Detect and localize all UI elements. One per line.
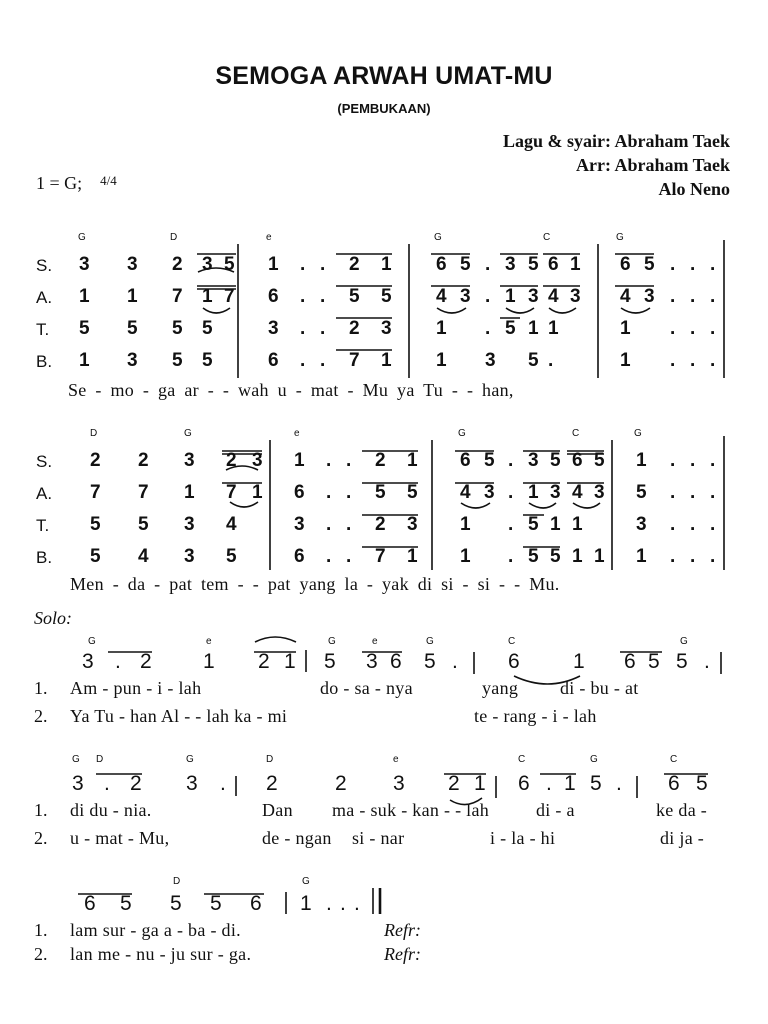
note: 6 bbox=[620, 254, 631, 275]
note: . bbox=[670, 318, 676, 339]
note: 5 bbox=[224, 254, 235, 275]
note: . bbox=[346, 546, 352, 567]
note: 2 bbox=[140, 650, 152, 673]
note: 3 bbox=[528, 450, 539, 471]
note: 1 bbox=[564, 772, 576, 795]
note: . bbox=[548, 350, 554, 371]
note: 4 bbox=[572, 482, 583, 503]
note: 1 bbox=[300, 892, 312, 915]
note: 5 bbox=[648, 650, 660, 673]
voice-label: B. bbox=[36, 548, 53, 567]
note: 3 bbox=[252, 450, 263, 471]
note: 5 bbox=[120, 892, 132, 915]
chord-symbol: G bbox=[590, 754, 598, 765]
note: 5 bbox=[696, 772, 708, 795]
voice-label: B. bbox=[36, 352, 53, 371]
chord-symbol: G bbox=[616, 232, 624, 243]
chord-symbol: G bbox=[680, 636, 688, 647]
solo-line1-marks bbox=[108, 637, 721, 684]
verse-number: 2. bbox=[34, 944, 48, 964]
note: 5 bbox=[590, 772, 602, 795]
note: 5 bbox=[202, 350, 213, 371]
note: 5 bbox=[528, 514, 539, 535]
refrain-marker: Refr: bbox=[384, 920, 421, 940]
note: . bbox=[670, 482, 676, 503]
note: 5 bbox=[172, 350, 183, 371]
beams-system2 bbox=[222, 451, 604, 547]
note: 6 bbox=[508, 650, 520, 673]
lyric-segment: di du - nia. bbox=[70, 800, 152, 820]
note: 1 bbox=[79, 350, 90, 371]
note: 3 bbox=[381, 318, 392, 339]
lyric-segment: ma - suk - kan - - lah bbox=[332, 800, 490, 820]
voice-label: S. bbox=[36, 256, 53, 275]
note: 3 bbox=[79, 254, 90, 275]
note: . bbox=[710, 450, 716, 471]
note: 7 bbox=[375, 546, 386, 567]
credit-arranger-2: Alo Neno bbox=[658, 179, 730, 199]
note: 4 bbox=[226, 514, 237, 535]
key-label: 1 = G; bbox=[36, 173, 83, 193]
note: 1 bbox=[636, 546, 647, 567]
note: 4 bbox=[138, 546, 149, 567]
note: 7 bbox=[138, 482, 149, 503]
chord-symbol: D bbox=[170, 232, 178, 243]
note: . bbox=[115, 650, 121, 673]
chord-symbol: G bbox=[328, 636, 336, 647]
note: . bbox=[340, 892, 346, 915]
note: 1 bbox=[252, 482, 263, 503]
note: . bbox=[300, 350, 306, 371]
note: 1 bbox=[381, 350, 392, 371]
note: . bbox=[704, 650, 710, 673]
note: 3 bbox=[186, 772, 198, 795]
note: . bbox=[670, 546, 676, 567]
note: . bbox=[220, 772, 226, 795]
note: . bbox=[690, 254, 696, 275]
note: 1 bbox=[381, 254, 392, 275]
slurs-system2 bbox=[226, 466, 600, 508]
note: . bbox=[300, 318, 306, 339]
note: . bbox=[710, 318, 716, 339]
note: 5 bbox=[484, 450, 495, 471]
note: 1 bbox=[460, 514, 471, 535]
note: 5 bbox=[550, 450, 561, 471]
note: 2 bbox=[258, 650, 270, 673]
note: 5 bbox=[407, 482, 418, 503]
note: . bbox=[690, 546, 696, 567]
refrain-marker: Refr: bbox=[384, 944, 421, 964]
note: 5 bbox=[210, 892, 222, 915]
lyric-segment: di ja - bbox=[660, 828, 705, 848]
note: 5 bbox=[460, 254, 471, 275]
note: 5 bbox=[138, 514, 149, 535]
note: 3 bbox=[72, 772, 84, 795]
lyric-segment: Am - pun - i - lah bbox=[70, 678, 202, 698]
note: 7 bbox=[226, 482, 237, 503]
verse-number: 1. bbox=[34, 800, 48, 820]
note: 6 bbox=[460, 450, 471, 471]
note: 1 bbox=[550, 514, 561, 535]
voice-label: T. bbox=[36, 320, 50, 339]
note: 6 bbox=[668, 772, 680, 795]
lyric-segment: do - sa - nya bbox=[320, 678, 413, 698]
note: 2 bbox=[349, 254, 360, 275]
note: 1 bbox=[528, 482, 539, 503]
note: . bbox=[508, 450, 514, 471]
note: 5 bbox=[79, 318, 90, 339]
note: 4 bbox=[620, 286, 631, 307]
note: 5 bbox=[170, 892, 182, 915]
note: 1 bbox=[548, 318, 559, 339]
note: 5 bbox=[226, 546, 237, 567]
note: 1 bbox=[572, 514, 583, 535]
note: 3 bbox=[550, 482, 561, 503]
note: . bbox=[346, 450, 352, 471]
lyric-segment: di - bu - at bbox=[560, 678, 639, 698]
note: 3 bbox=[393, 772, 405, 795]
note: 4 bbox=[548, 286, 559, 307]
note: 1 bbox=[528, 318, 539, 339]
note: . bbox=[300, 254, 306, 275]
note: 5 bbox=[528, 254, 539, 275]
voice-label: A. bbox=[36, 484, 53, 503]
note: . bbox=[326, 546, 332, 567]
note: 2 bbox=[375, 514, 386, 535]
lyric-line: Men - da - pat tem - - pat yang la - yak di si - si - - Mu. bbox=[70, 574, 560, 594]
note: 1 bbox=[79, 286, 90, 307]
lyric-segment: si - nar bbox=[352, 828, 405, 848]
note: 3 bbox=[184, 514, 195, 535]
note: . bbox=[326, 450, 332, 471]
note: 2 bbox=[90, 450, 101, 471]
note: 1 bbox=[202, 286, 213, 307]
note: . bbox=[690, 450, 696, 471]
note: 3 bbox=[127, 254, 138, 275]
note: 5 bbox=[424, 650, 436, 673]
note: . bbox=[710, 546, 716, 567]
chord-symbol: D bbox=[96, 754, 104, 765]
note: 1 bbox=[570, 254, 581, 275]
note: . bbox=[326, 892, 332, 915]
song-subtitle: (PEMBUKAAN) bbox=[337, 101, 431, 116]
note: 1 bbox=[505, 286, 516, 307]
chord-symbol: G bbox=[426, 636, 434, 647]
solo-label: Solo: bbox=[34, 608, 72, 628]
lyric-segment: te - rang - i - lah bbox=[474, 706, 597, 726]
credit-lyrics: Lagu & syair: Abraham Taek bbox=[502, 131, 730, 151]
note: 6 bbox=[294, 546, 305, 567]
note: 5 bbox=[90, 546, 101, 567]
note: 1 bbox=[407, 546, 418, 567]
note: . bbox=[508, 514, 514, 535]
lyric-segment: lam sur - ga a - ba - di. bbox=[70, 920, 241, 940]
note: 2 bbox=[130, 772, 142, 795]
lyric-segment: u - mat - Mu, bbox=[70, 828, 170, 848]
verse-number: 1. bbox=[34, 678, 48, 698]
note: 3 bbox=[528, 286, 539, 307]
note: 6 bbox=[624, 650, 636, 673]
slurs-system1 bbox=[198, 268, 650, 313]
note: 1 bbox=[594, 546, 605, 567]
note: 5 bbox=[381, 286, 392, 307]
song-title: SEMOGA ARWAH UMAT-MU bbox=[215, 62, 553, 90]
note: 1 bbox=[407, 450, 418, 471]
voice-label: T. bbox=[36, 516, 50, 535]
verse-number: 2. bbox=[34, 828, 48, 848]
note: 2 bbox=[448, 772, 460, 795]
note: . bbox=[485, 254, 491, 275]
solo-line2-marks bbox=[96, 774, 708, 805]
note: 6 bbox=[548, 254, 559, 275]
note: 5 bbox=[528, 350, 539, 371]
note: . bbox=[670, 254, 676, 275]
note: 6 bbox=[518, 772, 530, 795]
note: 5 bbox=[90, 514, 101, 535]
note: 1 bbox=[620, 350, 631, 371]
note: 3 bbox=[505, 254, 516, 275]
note: . bbox=[508, 546, 514, 567]
note: 6 bbox=[436, 254, 447, 275]
note: 3 bbox=[294, 514, 305, 535]
note: 5 bbox=[676, 650, 688, 673]
note: 1 bbox=[284, 650, 296, 673]
note: 1 bbox=[294, 450, 305, 471]
note: 3 bbox=[127, 350, 138, 371]
note: 3 bbox=[636, 514, 647, 535]
chord-symbol: C bbox=[508, 636, 516, 647]
lyric-segment: Dan bbox=[262, 800, 293, 820]
note: 3 bbox=[460, 286, 471, 307]
note: . bbox=[320, 254, 326, 275]
note: 5 bbox=[644, 254, 655, 275]
note: . bbox=[690, 350, 696, 371]
note: . bbox=[670, 514, 676, 535]
note: . bbox=[104, 772, 110, 795]
note: . bbox=[690, 482, 696, 503]
note: 4 bbox=[460, 482, 471, 503]
note: 1 bbox=[127, 286, 138, 307]
chord-symbol: G bbox=[184, 428, 192, 439]
lyric-line: Se - mo - ga ar - - wah u - mat - Mu ya Tu - - han, bbox=[68, 380, 514, 400]
time-signature: 4/4 bbox=[100, 173, 117, 188]
note: 5 bbox=[172, 318, 183, 339]
chord-symbol: G bbox=[186, 754, 194, 765]
chord-symbol: C bbox=[543, 232, 551, 243]
note: . bbox=[616, 772, 622, 795]
note: 1 bbox=[636, 450, 647, 471]
note: 4 bbox=[436, 286, 447, 307]
note: 6 bbox=[572, 450, 583, 471]
note: . bbox=[320, 286, 326, 307]
note: 2 bbox=[172, 254, 183, 275]
note: 3 bbox=[644, 286, 655, 307]
note: 5 bbox=[636, 482, 647, 503]
note: . bbox=[346, 482, 352, 503]
chord-symbol: D bbox=[90, 428, 98, 439]
note: 2 bbox=[375, 450, 386, 471]
solo-line3-marks bbox=[78, 888, 380, 914]
voice-label: S. bbox=[36, 452, 53, 471]
chord-symbol: G bbox=[634, 428, 642, 439]
note: 5 bbox=[202, 318, 213, 339]
lyric-segment: lan me - nu - ju sur - ga. bbox=[70, 944, 252, 964]
note: 3 bbox=[268, 318, 279, 339]
note: 3 bbox=[366, 650, 378, 673]
chord-symbol: G bbox=[72, 754, 80, 765]
note: . bbox=[690, 318, 696, 339]
note: 3 bbox=[594, 482, 605, 503]
note: . bbox=[320, 318, 326, 339]
note: . bbox=[690, 286, 696, 307]
note: 3 bbox=[484, 482, 495, 503]
note: . bbox=[485, 286, 491, 307]
note: . bbox=[710, 350, 716, 371]
note: . bbox=[354, 892, 360, 915]
note: 2 bbox=[226, 450, 237, 471]
note: . bbox=[300, 286, 306, 307]
note: 5 bbox=[594, 450, 605, 471]
note: . bbox=[690, 514, 696, 535]
verse-number: 1. bbox=[34, 920, 48, 940]
note: 6 bbox=[268, 286, 279, 307]
note: . bbox=[326, 514, 332, 535]
chord-symbol: e bbox=[294, 428, 300, 439]
note: . bbox=[710, 254, 716, 275]
chord-symbol: G bbox=[88, 636, 96, 647]
note: 3 bbox=[570, 286, 581, 307]
note: 1 bbox=[460, 546, 471, 567]
chord-symbol: e bbox=[393, 754, 399, 765]
note: 5 bbox=[528, 546, 539, 567]
note: . bbox=[546, 772, 552, 795]
note: . bbox=[346, 514, 352, 535]
credit-arranger: Arr: Abraham Taek bbox=[575, 155, 730, 175]
lyric-segment: de - ngan bbox=[262, 828, 332, 848]
voice-label: A. bbox=[36, 288, 53, 307]
lyric-segment: Ya Tu - han Al - - lah ka - mi bbox=[70, 706, 288, 726]
note: 1 bbox=[184, 482, 195, 503]
note: 5 bbox=[127, 318, 138, 339]
chord-symbol: e bbox=[372, 636, 378, 647]
note: 1 bbox=[436, 318, 447, 339]
note: 7 bbox=[349, 350, 360, 371]
note: 2 bbox=[138, 450, 149, 471]
note: 6 bbox=[250, 892, 262, 915]
note: 2 bbox=[349, 318, 360, 339]
note: 5 bbox=[550, 546, 561, 567]
verse-number: 2. bbox=[34, 706, 48, 726]
note: 3 bbox=[407, 514, 418, 535]
chord-symbol: D bbox=[173, 876, 181, 887]
chord-symbol: D bbox=[266, 754, 274, 765]
chord-symbol: C bbox=[572, 428, 580, 439]
note: 7 bbox=[172, 286, 183, 307]
note: 1 bbox=[620, 318, 631, 339]
chord-symbol: G bbox=[458, 428, 466, 439]
note: . bbox=[670, 286, 676, 307]
note: 1 bbox=[268, 254, 279, 275]
note: . bbox=[452, 650, 458, 673]
chord-symbol: e bbox=[206, 636, 212, 647]
note: . bbox=[670, 450, 676, 471]
note: 5 bbox=[349, 286, 360, 307]
note: 1 bbox=[572, 546, 583, 567]
note: 2 bbox=[266, 772, 278, 795]
note: 7 bbox=[90, 482, 101, 503]
note: 2 bbox=[335, 772, 347, 795]
note: . bbox=[710, 514, 716, 535]
note: 1 bbox=[474, 772, 486, 795]
note: 3 bbox=[184, 546, 195, 567]
chord-symbol: C bbox=[670, 754, 678, 765]
note: 5 bbox=[505, 318, 516, 339]
note: 1 bbox=[436, 350, 447, 371]
note: . bbox=[326, 482, 332, 503]
lyric-segment: ke da - bbox=[656, 800, 708, 820]
note: 6 bbox=[294, 482, 305, 503]
chord-symbol: G bbox=[302, 876, 310, 887]
chord-symbol: G bbox=[434, 232, 442, 243]
note: 1 bbox=[573, 650, 585, 673]
note: 3 bbox=[184, 450, 195, 471]
note: . bbox=[710, 482, 716, 503]
note: 3 bbox=[82, 650, 94, 673]
note: 6 bbox=[268, 350, 279, 371]
chord-symbol: G bbox=[78, 232, 86, 243]
note: 6 bbox=[84, 892, 96, 915]
note: . bbox=[508, 482, 514, 503]
note: 1 bbox=[203, 650, 215, 673]
note: 5 bbox=[375, 482, 386, 503]
note: 7 bbox=[224, 286, 235, 307]
note: . bbox=[670, 350, 676, 371]
chord-symbol: e bbox=[266, 232, 272, 243]
note: 5 bbox=[324, 650, 336, 673]
note: . bbox=[485, 318, 491, 339]
note: 3 bbox=[485, 350, 496, 371]
lyric-segment: di - a bbox=[536, 800, 575, 820]
note: . bbox=[710, 286, 716, 307]
note: . bbox=[320, 350, 326, 371]
chord-symbol: C bbox=[518, 754, 526, 765]
lyric-segment: yang bbox=[482, 678, 519, 698]
lyric-segment: i - la - hi bbox=[490, 828, 556, 848]
note: 6 bbox=[390, 650, 402, 673]
note: 3 bbox=[202, 254, 213, 275]
beams-system1 bbox=[197, 254, 654, 350]
